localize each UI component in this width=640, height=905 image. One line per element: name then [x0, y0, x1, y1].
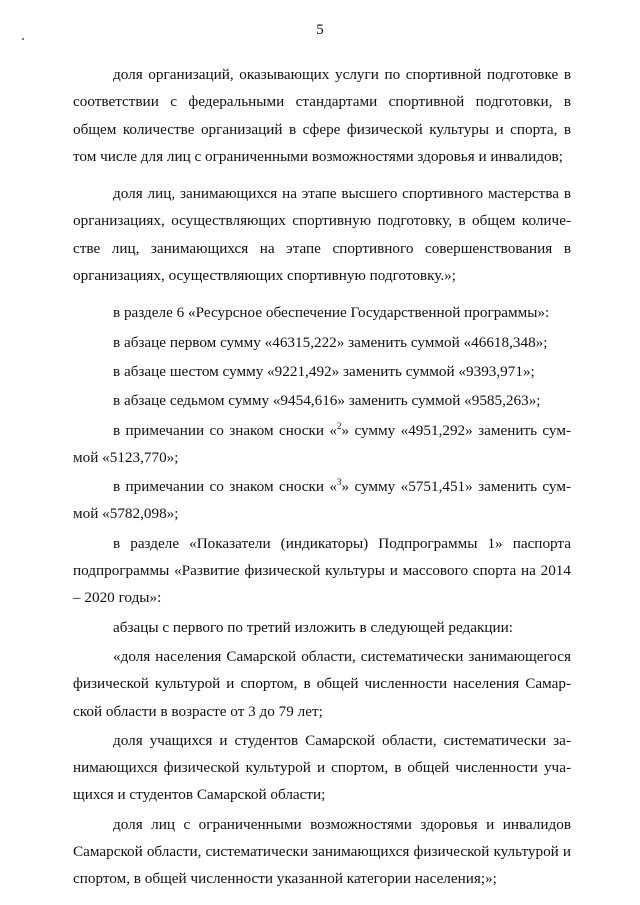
- page-number: 5: [316, 22, 324, 38]
- paragraph: [73, 61, 571, 170]
- paragraph: [73, 329, 571, 356]
- paragraph-text: в абзаце седьмом сумму «9454,616» заменить суммой «9585,263»;: [113, 392, 541, 410]
- paragraph-text: доля лиц с ограниченными возможностями здоровья и инвалидов Самарской области, систематически занимающихся физической культурой и спортом, в общей численности указанной категории населения;»;: [73, 815, 571, 888]
- paragraph-text: в абзаце первом сумму «46315,222» заменить суммой «46618,348»;: [113, 333, 548, 351]
- paragraph: [73, 473, 571, 528]
- paragraph-text: в абзаце шестом сумму «9221,492» заменить суммой «9393,971»;: [113, 362, 535, 380]
- paragraph: [73, 811, 571, 893]
- paragraph-text: в примечании со знаком сноски «: [113, 421, 338, 439]
- paragraph: [73, 387, 571, 414]
- paragraph-text: в разделе «Показатели (индикаторы) Подпрограммы 1» паспорта подпрограммы «Развитие физической культуры и массового спорта на 2014 – 2020 годы»:: [73, 534, 571, 607]
- paragraph-text: в разделе 6 «Ресурсное обеспечение Государственной программы»:: [113, 304, 550, 322]
- document-body: [73, 61, 571, 893]
- paragraph-text: «доля населения Самарской области, систематически занимающегося физической культурой и спортом, в общей численности населения Самарской области в возрасте от 3 до 79 лет;: [73, 647, 571, 720]
- paragraph: [73, 180, 571, 289]
- paragraph-text: » сумму «4951,292» заменить суммой «5123,770»;: [73, 421, 571, 466]
- paragraph-text: в примечании со знаком сноски «: [113, 478, 338, 496]
- paragraph: [73, 358, 571, 385]
- paragraph-text: » сумму «5751,451» заменить суммой «5782,098»;: [73, 478, 571, 523]
- paragraph: [73, 614, 571, 641]
- paragraph: [73, 727, 571, 809]
- paragraph: [73, 417, 571, 472]
- paragraph: [73, 643, 571, 725]
- paragraph-text: абзацы с первого по третий изложить в следующей редакции:: [113, 618, 513, 636]
- paragraph-text: доля учащихся и студентов Самарской области, систематически занимающихся физической культурой и спортом, в общей численности учащихся и студентов Самарской области;: [73, 731, 571, 804]
- paragraph-text: доля лиц, занимающихся на этапе высшего спортивного мастерства в организациях, осуществляющих спортивную подготовку, в общем количестве лиц, занимающихся на этапе спортивного совершенствования в организациях, осуществляющих спортивную подготовку.»;: [73, 185, 571, 285]
- footnote-marker: 2: [337, 420, 342, 431]
- footnote-marker: 3: [337, 477, 342, 488]
- paragraph: [73, 299, 571, 326]
- paragraph: [73, 530, 571, 612]
- paragraph-text: доля организаций, оказывающих услуги по спортивной подготовке в соответствии с федеральными стандартами спортивной подготовки, в общем количестве организаций в сфере физической культуры и спорта, в том числе для лиц с ограниченными возможностями здоровья и инвалидов;: [73, 66, 571, 165]
